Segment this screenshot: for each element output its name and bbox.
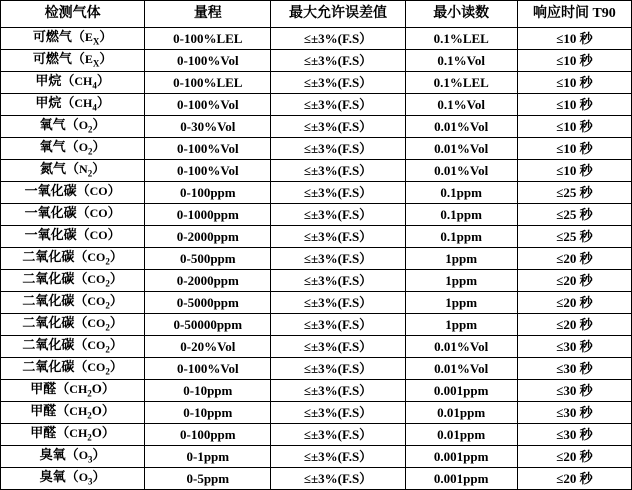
cell-max-error: ≤±3%(F.S）: [271, 72, 405, 94]
gas-name-suffix: ）: [107, 205, 121, 221]
cell-response-time: ≤10 秒: [517, 116, 631, 138]
table-row: [1, 94, 632, 116]
cell-gas: [1, 138, 145, 160]
cell-min-reading: 0.01%Vol: [405, 116, 517, 138]
cell-response-time: ≤25 秒: [517, 182, 631, 204]
cell-response-time: ≤20 秒: [517, 270, 631, 292]
cell-gas: [1, 116, 145, 138]
gas-name-suffix: ）: [109, 359, 123, 375]
gas-name-suffix: ）: [92, 161, 106, 177]
gas-formula-subscript: 2: [87, 432, 92, 443]
cell-max-error: ≤±3%(F.S）: [271, 28, 405, 50]
table-row: [1, 468, 632, 490]
column-header-range: 量程: [145, 1, 271, 28]
cell-gas: [1, 160, 145, 182]
gas-formula-symbol: CO: [87, 316, 106, 331]
table-row: [1, 380, 632, 402]
gas-formula-subscript: 3: [88, 476, 93, 487]
cell-range: 0-100%LEL: [145, 28, 271, 50]
gas-formula-subscript: 2: [105, 366, 110, 377]
cell-range: 0-5000ppm: [145, 292, 271, 314]
cell-min-reading: 0.1%Vol: [405, 94, 517, 116]
cell-range: 0-100%Vol: [145, 160, 271, 182]
gas-name-suffix: ）: [99, 29, 113, 45]
gas-name-suffix: O）: [91, 425, 115, 441]
cell-response-time: ≤10 秒: [517, 138, 631, 160]
cell-gas: [1, 336, 145, 358]
table-row: [1, 160, 632, 182]
column-header-min-reading: 最小读数: [405, 1, 517, 28]
cell-gas: [1, 358, 145, 380]
gas-name-suffix: ）: [92, 117, 106, 133]
cell-response-time: ≤20 秒: [517, 248, 631, 270]
cell-max-error: ≤±3%(F.S）: [271, 160, 405, 182]
gas-formula-symbol: O: [78, 448, 89, 463]
cell-min-reading: 0.001ppm: [405, 380, 517, 402]
gas-formula-subscript: 2: [105, 344, 110, 355]
cell-min-reading: 0.01%Vol: [405, 358, 517, 380]
table-row: [1, 226, 632, 248]
cell-min-reading: 1ppm: [405, 270, 517, 292]
cell-range: 0-100%Vol: [145, 50, 271, 72]
gas-formula-symbol: O: [78, 118, 89, 133]
gas-formula-symbol: CO: [87, 360, 106, 375]
gas-name-text: 二氧化碳（: [22, 315, 88, 331]
gas-formula-symbol: CH: [69, 382, 88, 397]
gas-formula-subscript: 2: [87, 410, 92, 421]
gas-formula-symbol: O: [78, 140, 89, 155]
cell-min-reading: 0.001ppm: [405, 446, 517, 468]
gas-name-text: 一氧化碳（: [24, 183, 90, 199]
gas-name-text: 二氧化碳（: [22, 293, 88, 309]
gas-formula-subscript: 2: [105, 322, 110, 333]
gas-formula-symbol: E: [84, 52, 93, 67]
table-row: [1, 292, 632, 314]
table-row: [1, 116, 632, 138]
cell-max-error: ≤±3%(F.S）: [271, 138, 405, 160]
gas-formula-symbol: CH: [69, 426, 88, 441]
cell-response-time: ≤30 秒: [517, 380, 631, 402]
table-row: [1, 138, 632, 160]
gas-name-text: 可燃气（: [32, 29, 85, 45]
cell-min-reading: 0.1%Vol: [405, 50, 517, 72]
gas-formula-symbol: E: [84, 30, 93, 45]
cell-min-reading: 0.1ppm: [405, 204, 517, 226]
cell-max-error: ≤±3%(F.S）: [271, 402, 405, 424]
table-row: [1, 248, 632, 270]
cell-max-error: ≤±3%(F.S）: [271, 424, 405, 446]
gas-name-text: 臭氧（: [39, 447, 79, 463]
cell-gas: [1, 226, 145, 248]
gas-formula-subscript: X: [92, 36, 100, 47]
gas-name-text: 甲醛（: [30, 403, 70, 419]
gas-name-suffix: ）: [96, 95, 110, 111]
cell-min-reading: 0.01ppm: [405, 424, 517, 446]
cell-response-time: ≤20 秒: [517, 468, 631, 490]
cell-response-time: ≤20 秒: [517, 446, 631, 468]
cell-max-error: ≤±3%(F.S）: [271, 116, 405, 138]
cell-gas: [1, 270, 145, 292]
gas-name-text: 二氧化碳（: [22, 249, 88, 265]
gas-name-text: 二氧化碳（: [22, 337, 88, 353]
gas-formula-subscript: 2: [105, 300, 110, 311]
table-row: [1, 336, 632, 358]
gas-formula-symbol: CH: [69, 404, 88, 419]
cell-min-reading: 0.01%Vol: [405, 138, 517, 160]
cell-response-time: ≤10 秒: [517, 50, 631, 72]
gas-name-suffix: ）: [109, 249, 123, 265]
gas-formula-symbol: CH: [74, 96, 93, 111]
gas-name-text: 甲醛（: [30, 381, 70, 397]
gas-name-suffix: ）: [109, 337, 123, 353]
cell-max-error: ≤±3%(F.S）: [271, 336, 405, 358]
gas-name-suffix: O）: [91, 381, 115, 397]
gas-formula-subscript: 3: [88, 454, 93, 465]
cell-gas: [1, 292, 145, 314]
cell-range: 0-500ppm: [145, 248, 271, 270]
cell-response-time: ≤25 秒: [517, 226, 631, 248]
cell-range: 0-5ppm: [145, 468, 271, 490]
cell-range: 0-100ppm: [145, 424, 271, 446]
table-row: [1, 72, 632, 94]
cell-max-error: ≤±3%(F.S）: [271, 248, 405, 270]
gas-formula-subscript: 2: [88, 124, 93, 135]
gas-formula-symbol: O: [78, 470, 89, 485]
cell-min-reading: 0.1ppm: [405, 226, 517, 248]
table-row: [1, 182, 632, 204]
cell-gas: [1, 314, 145, 336]
cell-range: 0-100%LEL: [145, 72, 271, 94]
gas-formula-subscript: 4: [92, 102, 97, 113]
cell-min-reading: 1ppm: [405, 314, 517, 336]
gas-formula-symbol: CO: [89, 184, 108, 199]
cell-max-error: ≤±3%(F.S）: [271, 380, 405, 402]
cell-max-error: ≤±3%(F.S）: [271, 314, 405, 336]
cell-max-error: ≤±3%(F.S）: [271, 182, 405, 204]
column-header-gas: 检测气体: [1, 1, 145, 28]
cell-min-reading: 0.001ppm: [405, 468, 517, 490]
cell-range: 0-1ppm: [145, 446, 271, 468]
gas-formula-subscript: X: [92, 58, 100, 69]
table-row: [1, 50, 632, 72]
gas-name-suffix: ）: [92, 139, 106, 155]
cell-response-time: ≤10 秒: [517, 72, 631, 94]
cell-response-time: ≤30 秒: [517, 424, 631, 446]
cell-response-time: ≤30 秒: [517, 358, 631, 380]
gas-formula-symbol: CH: [74, 74, 93, 89]
table-row: [1, 28, 632, 50]
gas-name-text: 一氧化碳（: [24, 205, 90, 221]
gas-name-text: 氮气（: [40, 161, 80, 177]
cell-response-time: ≤20 秒: [517, 292, 631, 314]
cell-range: 0-20%Vol: [145, 336, 271, 358]
cell-min-reading: 1ppm: [405, 248, 517, 270]
cell-max-error: ≤±3%(F.S）: [271, 270, 405, 292]
cell-gas: [1, 380, 145, 402]
cell-response-time: ≤30 秒: [517, 336, 631, 358]
table-row: [1, 424, 632, 446]
gas-name-text: 氧气（: [39, 117, 79, 133]
cell-gas: [1, 182, 145, 204]
cell-response-time: ≤20 秒: [517, 314, 631, 336]
cell-min-reading: 0.1ppm: [405, 182, 517, 204]
gas-name-suffix: ）: [109, 293, 123, 309]
column-header-max-error: 最大允许误差值: [271, 1, 405, 28]
cell-range: 0-50000ppm: [145, 314, 271, 336]
cell-gas: [1, 402, 145, 424]
gas-formula-symbol: CO: [89, 228, 108, 243]
table-header-row: [1, 1, 632, 28]
gas-formula-subscript: 2: [88, 146, 93, 157]
cell-gas: [1, 248, 145, 270]
gas-formula-subscript: 2: [105, 256, 110, 267]
cell-max-error: ≤±3%(F.S）: [271, 446, 405, 468]
gas-formula-symbol: CO: [89, 206, 108, 221]
cell-range: 0-10ppm: [145, 402, 271, 424]
gas-name-suffix: ）: [92, 469, 106, 485]
cell-gas: [1, 28, 145, 50]
gas-name-suffix: ）: [107, 183, 121, 199]
cell-range: 0-1000ppm: [145, 204, 271, 226]
gas-name-text: 甲醛（: [30, 425, 70, 441]
gas-name-text: 可燃气（: [32, 51, 85, 67]
gas-name-suffix: ）: [107, 227, 121, 243]
gas-name-suffix: ）: [99, 51, 113, 67]
table-row: [1, 358, 632, 380]
cell-response-time: ≤10 秒: [517, 160, 631, 182]
gas-name-text: 甲烷（: [35, 95, 75, 111]
cell-gas: [1, 72, 145, 94]
gas-name-suffix: O）: [91, 403, 115, 419]
cell-max-error: ≤±3%(F.S）: [271, 204, 405, 226]
gas-formula-symbol: CO: [87, 250, 106, 265]
gas-formula-symbol: N: [79, 162, 88, 177]
gas-formula-symbol: CO: [87, 294, 106, 309]
cell-min-reading: 0.01ppm: [405, 402, 517, 424]
cell-min-reading: 1ppm: [405, 292, 517, 314]
gas-name-suffix: ）: [109, 271, 123, 287]
cell-gas: [1, 204, 145, 226]
table-row: [1, 314, 632, 336]
cell-range: 0-10ppm: [145, 380, 271, 402]
gas-formula-subscript: 2: [105, 278, 110, 289]
gas-name-text: 甲烷（: [35, 73, 75, 89]
cell-range: 0-30%Vol: [145, 116, 271, 138]
cell-min-reading: 0.1%LEL: [405, 28, 517, 50]
gas-name-suffix: ）: [92, 447, 106, 463]
cell-gas: [1, 424, 145, 446]
cell-response-time: ≤25 秒: [517, 204, 631, 226]
cell-range: 0-2000ppm: [145, 270, 271, 292]
gas-formula-symbol: CO: [87, 338, 106, 353]
table-row: [1, 270, 632, 292]
gas-name-suffix: ）: [109, 315, 123, 331]
cell-min-reading: 0.01%Vol: [405, 336, 517, 358]
gas-name-text: 氧气（: [39, 139, 79, 155]
cell-max-error: ≤±3%(F.S）: [271, 292, 405, 314]
gas-name-suffix: ）: [96, 73, 110, 89]
gas-name-text: 二氧化碳（: [22, 271, 88, 287]
gas-name-text: 臭氧（: [39, 469, 79, 485]
gas-formula-symbol: CO: [87, 272, 106, 287]
gas-formula-subscript: 4: [92, 80, 97, 91]
column-header-response-time: 响应时间 T90: [517, 1, 631, 28]
cell-max-error: ≤±3%(F.S）: [271, 50, 405, 72]
gas-formula-subscript: 2: [87, 168, 93, 179]
cell-range: 0-100%Vol: [145, 358, 271, 380]
gas-formula-subscript: 2: [87, 388, 92, 399]
gas-name-text: 一氧化碳（: [24, 227, 90, 243]
cell-range: 0-100%Vol: [145, 94, 271, 116]
cell-range: 0-100%Vol: [145, 138, 271, 160]
cell-max-error: ≤±3%(F.S）: [271, 358, 405, 380]
cell-min-reading: 0.1%LEL: [405, 72, 517, 94]
table-row: [1, 402, 632, 424]
cell-response-time: ≤10 秒: [517, 28, 631, 50]
cell-response-time: ≤10 秒: [517, 94, 631, 116]
cell-max-error: ≤±3%(F.S）: [271, 94, 405, 116]
cell-gas: [1, 94, 145, 116]
cell-max-error: ≤±3%(F.S）: [271, 226, 405, 248]
table-row: [1, 204, 632, 226]
cell-min-reading: 0.01%Vol: [405, 160, 517, 182]
cell-range: 0-100ppm: [145, 182, 271, 204]
cell-gas: [1, 468, 145, 490]
gas-name-text: 二氧化碳（: [22, 359, 88, 375]
cell-response-time: ≤30 秒: [517, 402, 631, 424]
cell-max-error: ≤±3%(F.S）: [271, 468, 405, 490]
cell-gas: [1, 50, 145, 72]
cell-range: 0-2000ppm: [145, 226, 271, 248]
